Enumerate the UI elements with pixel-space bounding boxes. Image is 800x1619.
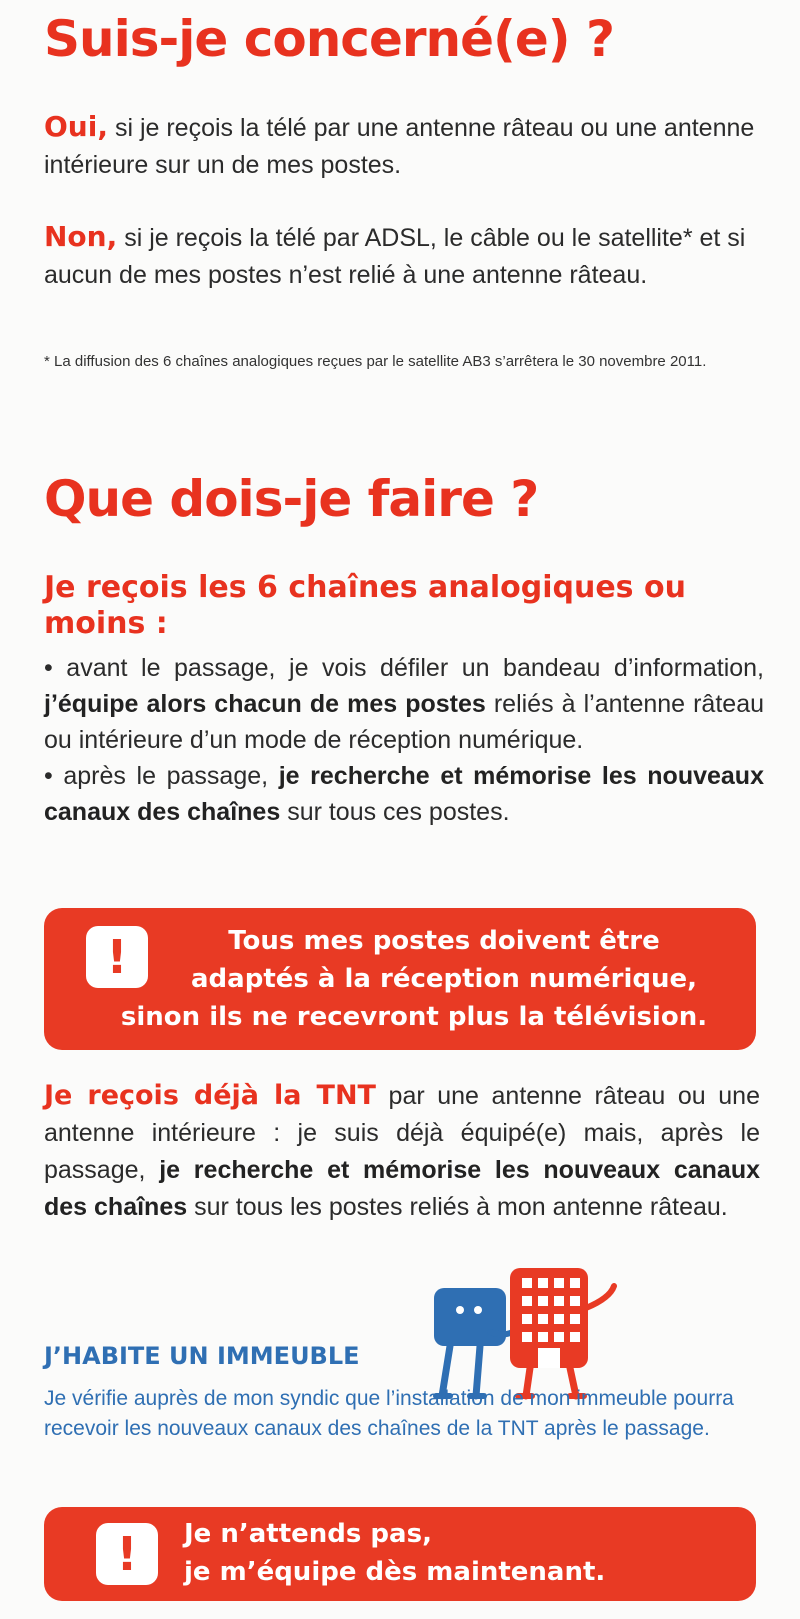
alert-message	[184, 1515, 724, 1591]
alert-message	[74, 922, 754, 1036]
bullet-before-text-end: reliés à l’antenne râteau ou intérieure d’un mode de réception numérique.	[44, 690, 764, 754]
alert-line-2: je m’équipe dès maintenant.	[184, 1557, 606, 1587]
alert-line-3: sinon ils ne recevront plus la télévision.	[120, 1002, 708, 1032]
section-title-faire: Que dois-je faire ?	[44, 470, 539, 528]
exclamation-icon: !	[86, 926, 148, 988]
non-lead: Non,	[44, 220, 118, 253]
analog-subheading: Je reçois les 6 chaînes analogiques ou moins :	[44, 570, 686, 641]
footnote: * La diffusion des 6 chaînes analogiques reçues par le satellite AB3 s’arrêtera le 30 novembre 2011.	[44, 353, 707, 370]
tnt-text-end: sur tous les postes reliés à mon antenne râteau.	[194, 1193, 728, 1221]
tnt-paragraph	[44, 1077, 760, 1226]
non-text: si je reçois la télé par ADSL, le câble ou le satellite* et si aucun de mes postes n’est relié à une antenne râteau.	[44, 224, 746, 289]
tnt-text: par une antenne râteau ou une antenne intérieure : je suis déjà équipé(e) mais, après le passage,	[44, 1082, 760, 1184]
alert-line-1: Je n’attends pas,	[184, 1519, 432, 1549]
exclamation-icon: !	[96, 1523, 158, 1585]
bullet-before	[44, 650, 764, 758]
immeuble-heading: J’HABITE UN IMMEUBLE	[44, 1342, 360, 1370]
tv-mascot-icon	[434, 1288, 516, 1396]
oui-lead: Oui,	[44, 110, 108, 143]
alert-line-1: Tous mes postes doivent être	[228, 926, 660, 956]
oui-paragraph	[44, 108, 760, 184]
bullet-after-text: • après le passage,	[44, 762, 269, 790]
analog-bullets	[44, 650, 764, 830]
alert-box-adapt	[44, 908, 756, 1050]
bullet-before-bold: j’équipe alors chacun de mes postes	[44, 690, 486, 718]
bullet-after-text-end: sur tous ces postes.	[287, 798, 510, 826]
bullet-before-text: • avant le passage, je vois défiler un bandeau d’information,	[44, 654, 764, 682]
bullet-after	[44, 758, 764, 830]
alert-line-2: adaptés à la réception numérique,	[191, 964, 697, 994]
building-mascot-icon	[510, 1268, 614, 1396]
bullet-after-bold: je recherche et mémorise les nouveaux canaux des chaînes	[44, 762, 764, 826]
alert-box-equip	[44, 1507, 756, 1601]
section-title-concerne: Suis-je concerné(e) ?	[44, 10, 615, 68]
tnt-lead: Je reçois déjà la TNT	[44, 1080, 376, 1111]
immeuble-text: Je vérifie auprès de mon syndic que l’installation de mon immeuble pourra recevoir les nouveaux canaux des chaînes de la TNT après le passage.	[44, 1387, 734, 1440]
non-paragraph	[44, 218, 760, 294]
tnt-bold: je recherche et mémorise les nouveaux canaux des chaînes	[44, 1156, 760, 1221]
oui-text: si je reçois la télé par une antenne râteau ou une antenne intérieure sur un de mes postes.	[44, 114, 755, 179]
